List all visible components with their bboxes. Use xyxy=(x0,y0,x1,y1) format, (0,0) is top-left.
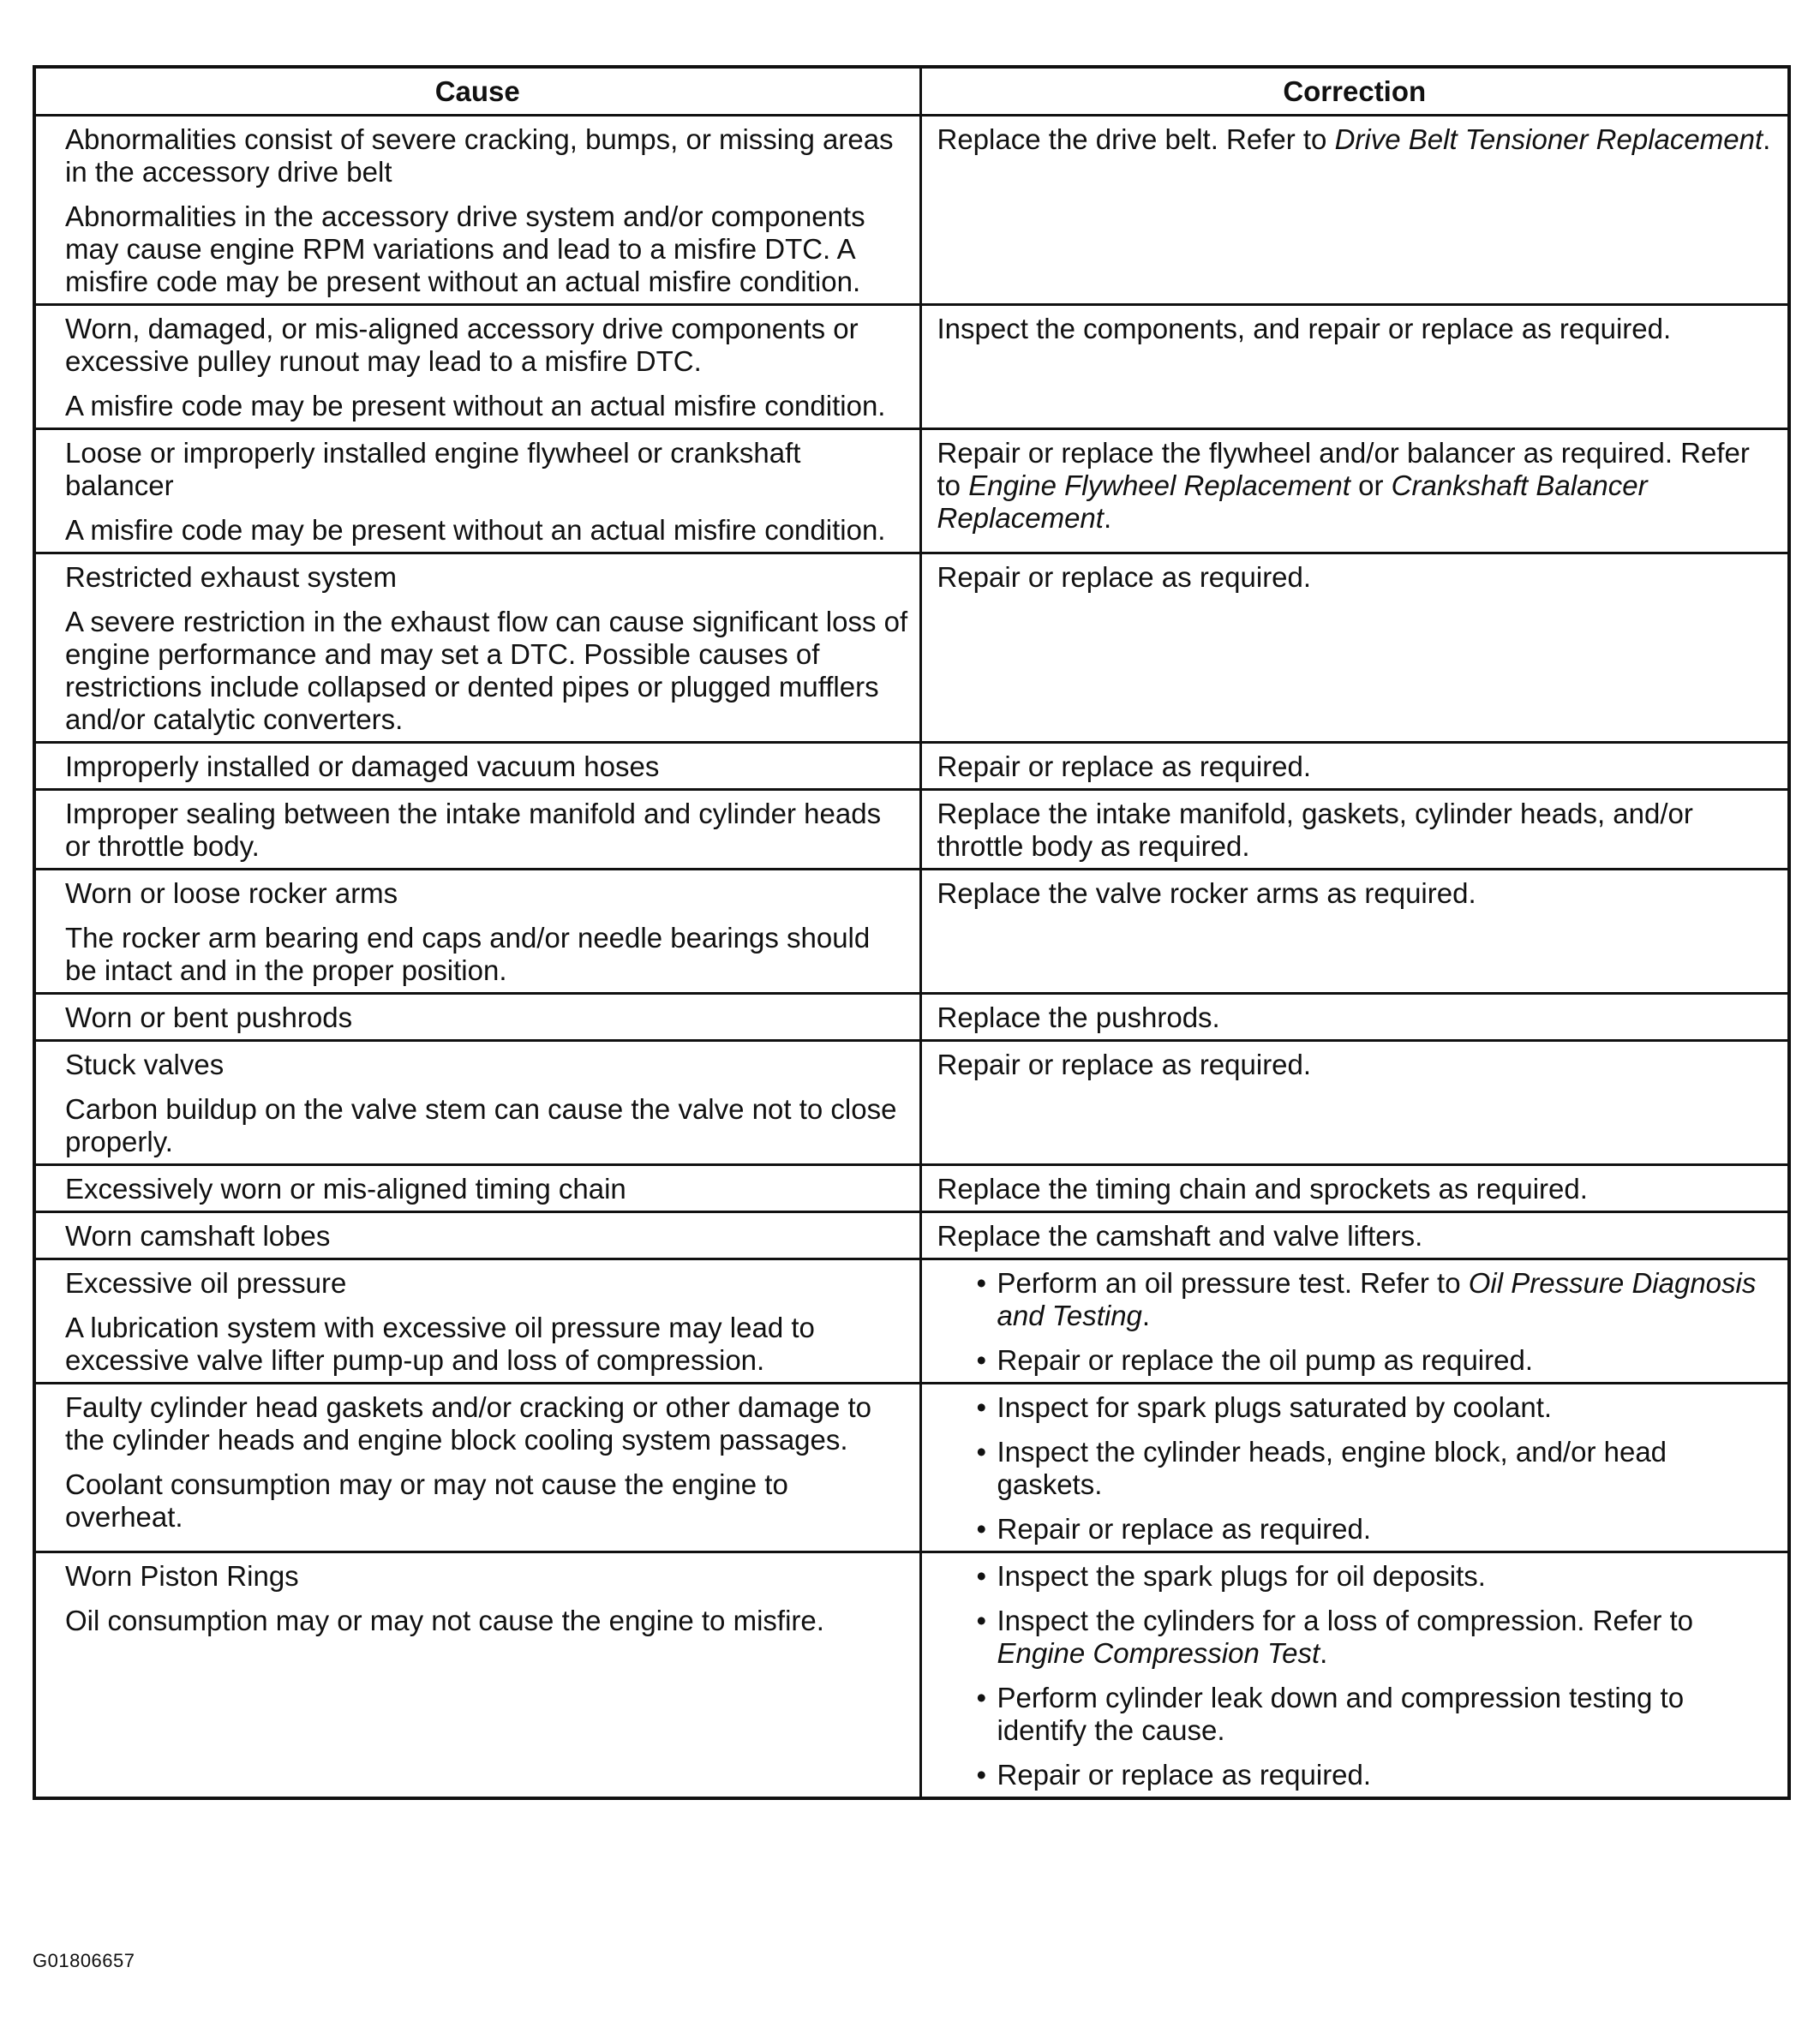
cause-title: Abnormalities consist of severe cracking, bumps, or missing areas in the accessory drive belt xyxy=(65,123,894,188)
cause-description: A lubrication system with excessive oil pressure may lead to excessive valve lifter pump-up and loss of compression. xyxy=(65,1312,815,1376)
table-row xyxy=(34,1165,1789,1212)
cause-description: Oil consumption may or may not cause the engine to misfire. xyxy=(65,1605,824,1636)
table-row xyxy=(34,743,1789,790)
cause-description: A severe restriction in the exhaust flow can cause significant loss of engine performance and may set a DTC. Possible causes of restrictions include collapsed or dented pipes or plugged mufflers and/or catalytic converters. xyxy=(65,606,908,735)
correction-cell xyxy=(920,743,1789,790)
correction-paragraph xyxy=(937,437,1778,535)
correction-paragraph xyxy=(937,750,1778,783)
correction-text: Inspect for spark plugs saturated by coolant. xyxy=(997,1391,1553,1423)
correction-list xyxy=(937,1560,1778,1791)
cause-cell xyxy=(34,870,920,994)
reference-link[interactable]: Engine Flywheel Replacement xyxy=(968,469,1350,501)
correction-paragraph xyxy=(937,561,1778,594)
correction-text: Repair or replace as required. xyxy=(937,750,1312,782)
correction-text: or xyxy=(1350,469,1392,501)
list-item xyxy=(937,1759,1778,1791)
cause-title: Loose or improperly installed engine flywheel or crankshaft balancer xyxy=(65,437,801,501)
correction-paragraph xyxy=(937,1002,1778,1034)
cause-description: Abnormalities in the accessory drive system and/or components may cause engine RPM variations and lead to a misfire DTC. A misfire code may be present without an actual misfire condition. xyxy=(65,200,865,297)
correction-text: Replace the valve rocker arms as required. xyxy=(937,877,1476,909)
correction-text: Repair or replace as required. xyxy=(997,1513,1372,1545)
cause-title: Worn or loose rocker arms xyxy=(65,877,398,909)
correction-paragraph xyxy=(937,798,1778,863)
cause-description: Carbon buildup on the valve stem can cause the valve not to close properly. xyxy=(65,1093,897,1157)
cause-cell xyxy=(34,1552,920,1799)
correction-cell xyxy=(920,870,1789,994)
correction-text: Repair or replace as required. xyxy=(937,561,1312,593)
correction-text: Replace the pushrods. xyxy=(937,1002,1220,1033)
correction-text: . xyxy=(1320,1637,1328,1669)
table-body xyxy=(34,116,1789,1799)
table-row xyxy=(34,553,1789,743)
correction-text: Perform an oil pressure test. Refer to xyxy=(997,1267,1469,1299)
table-row xyxy=(34,1384,1789,1552)
correction-cell xyxy=(920,116,1789,305)
column-header-correction: Correction xyxy=(920,67,1789,116)
table-row xyxy=(34,1212,1789,1259)
correction-text: Inspect the cylinder heads, engine block, and/or head gaskets. xyxy=(997,1436,1667,1500)
correction-text: Repair or replace as required. xyxy=(937,1049,1312,1080)
list-item xyxy=(937,1560,1778,1593)
cause-description: The rocker arm bearing end caps and/or needle bearings should be intact and in the proper position. xyxy=(65,922,871,986)
cause-cell xyxy=(34,994,920,1041)
cause-cell xyxy=(34,743,920,790)
correction-text: Repair or replace the oil pump as required. xyxy=(997,1344,1534,1376)
correction-text: Replace the camshaft and valve lifters. xyxy=(937,1220,1423,1252)
correction-text: Inspect the cylinders for a loss of compression. Refer to xyxy=(997,1605,1694,1636)
correction-paragraph xyxy=(937,123,1778,156)
correction-cell xyxy=(920,553,1789,743)
cause-title: Worn camshaft lobes xyxy=(65,1220,331,1252)
correction-text: . xyxy=(1141,1300,1151,1331)
correction-list xyxy=(937,1391,1778,1546)
cause-title: Stuck valves xyxy=(65,1049,225,1080)
cause-title: Worn, damaged, or mis-aligned accessory drive components or excessive pulley runout may lead to a misfire DTC. xyxy=(65,313,859,377)
list-item xyxy=(937,1682,1778,1747)
correction-cell xyxy=(920,1384,1789,1552)
cause-description: Coolant consumption may or may not cause the engine to overheat. xyxy=(65,1468,788,1533)
list-item xyxy=(937,1605,1778,1670)
cause-description: A misfire code may be present without an actual misfire condition. xyxy=(65,390,886,422)
cause-cell xyxy=(34,1384,920,1552)
correction-list xyxy=(937,1267,1778,1377)
list-item xyxy=(937,1513,1778,1546)
cause-cell xyxy=(34,1259,920,1384)
correction-paragraph xyxy=(937,1173,1778,1205)
correction-cell xyxy=(920,790,1789,870)
correction-text: Repair or replace as required. xyxy=(997,1759,1372,1791)
correction-paragraph xyxy=(937,1049,1778,1081)
correction-cell xyxy=(920,1552,1789,1799)
reference-link[interactable]: Crankshaft Balancer Replacement xyxy=(937,469,1648,534)
cause-title: Restricted exhaust system xyxy=(65,561,397,593)
cause-description: A misfire code may be present without an actual misfire condition. xyxy=(65,514,886,546)
correction-text: Inspect the spark plugs for oil deposits. xyxy=(997,1560,1486,1592)
list-item xyxy=(937,1344,1778,1377)
reference-link[interactable]: Engine Compression Test xyxy=(997,1637,1320,1669)
correction-text: . xyxy=(1763,123,1771,155)
correction-cell xyxy=(920,1212,1789,1259)
cause-title: Faulty cylinder head gaskets and/or cracking or other damage to the cylinder heads and engine block cooling system passages. xyxy=(65,1391,872,1456)
list-item xyxy=(937,1391,1778,1424)
cause-cell xyxy=(34,1165,920,1212)
correction-text: Inspect the components, and repair or replace as required. xyxy=(937,313,1672,344)
table-row xyxy=(34,305,1789,429)
list-item xyxy=(937,1267,1778,1332)
table-row xyxy=(34,1259,1789,1384)
correction-paragraph xyxy=(937,1220,1778,1253)
correction-text: Replace the drive belt. Refer to xyxy=(937,123,1335,155)
table-header-row xyxy=(34,67,1789,116)
cause-cell xyxy=(34,116,920,305)
table-row xyxy=(34,116,1789,305)
correction-cell xyxy=(920,1165,1789,1212)
reference-link[interactable]: Oil Pressure Diagnosis and Testing xyxy=(997,1267,1757,1331)
correction-paragraph xyxy=(937,313,1778,345)
table-row xyxy=(34,1041,1789,1165)
reference-link[interactable]: Drive Belt Tensioner Replacement xyxy=(1334,123,1763,155)
cause-title: Excessive oil pressure xyxy=(65,1267,347,1299)
cause-title: Improperly installed or damaged vacuum hoses xyxy=(65,750,660,782)
correction-text: Replace the timing chain and sprockets as required. xyxy=(937,1173,1588,1205)
correction-cell xyxy=(920,429,1789,553)
correction-paragraph xyxy=(937,877,1778,910)
table-row xyxy=(34,1552,1789,1799)
figure-id: G01806657 xyxy=(33,1950,135,1971)
cause-cell xyxy=(34,1212,920,1259)
cause-title: Excessively worn or mis-aligned timing chain xyxy=(65,1173,626,1205)
cause-cell xyxy=(34,1041,920,1165)
cause-title: Improper sealing between the intake manifold and cylinder heads or throttle body. xyxy=(65,798,882,862)
correction-text: Perform cylinder leak down and compression testing to identify the cause. xyxy=(997,1682,1685,1746)
table-row xyxy=(34,994,1789,1041)
correction-cell xyxy=(920,1041,1789,1165)
cause-title: Worn Piston Rings xyxy=(65,1560,299,1592)
correction-cell xyxy=(920,305,1789,429)
cause-title: Worn or bent pushrods xyxy=(65,1002,353,1033)
correction-cell xyxy=(920,994,1789,1041)
cause-cell xyxy=(34,305,920,429)
correction-text: . xyxy=(1103,502,1112,534)
cause-cell xyxy=(34,429,920,553)
correction-cell xyxy=(920,1259,1789,1384)
list-item xyxy=(937,1436,1778,1501)
correction-text: Repair or replace the flywheel and/or balancer as required. Refer to xyxy=(937,437,1750,501)
table-row xyxy=(34,790,1789,870)
table-row xyxy=(34,870,1789,994)
cause-cell xyxy=(34,553,920,743)
column-header-cause: Cause xyxy=(34,67,920,116)
cause-correction-table xyxy=(33,65,1791,1800)
table-row xyxy=(34,429,1789,553)
correction-text: Replace the intake manifold, gaskets, cylinder heads, and/or throttle body as required. xyxy=(937,798,1693,862)
cause-cell xyxy=(34,790,920,870)
